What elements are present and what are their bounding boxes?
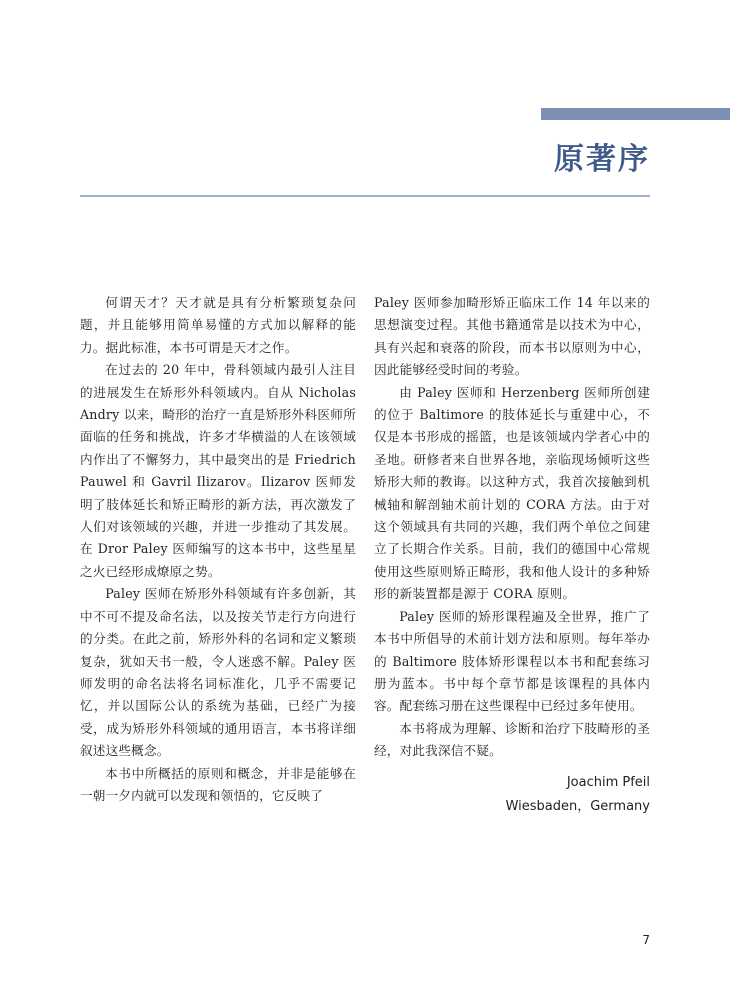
paragraph: 在过去的 20 年中，骨科领域内最引人注目的进展发生在矫形外科领域内。自从 Nicholas Andry 以来，畸形的治疗一直是矫形外科医师所面临的任务和挑战，许多才华横溢的人在该领域内作出了不懈努力，其中最突出的是 Friedrich Pauwel 和 Gavril Ilizarov。Ilizarov 医师发明了肢体延长和矫正畸形的新方法，再次激发了人们对该领域的兴趣，并进一步推动了其发展。在 Dror Paley 医师编写的这本书中，这些星星之火已经形成燎原之势。 (80, 362, 356, 579)
page-number: 7 (642, 933, 650, 947)
right-text-column (374, 292, 650, 763)
paragraph: 本书中所概括的原则和概念，并非是能够在一朝一夕内就可以发现和领悟的，它反映了 (80, 765, 356, 803)
header-accent-bar (541, 108, 730, 120)
paragraph: 何谓天才？天才就是具有分析繁琐复杂问题，并且能够用简单易懂的方式加以解释的能力。据此标准，本书可谓是天才之作。 (80, 295, 356, 355)
paragraph: 由 Paley 医师和 Herzenberg 医师所创建的位于 Baltimore 的肢体延长与重建中心，不仅是本书形成的摇篮，也是该领域内学者心中的圣地。研修者来自世界各地，亲临现场倾听这些矫形大师的教诲。以这种方式，我首次接触到机械轴和解剖轴术前计划的 CORA 方法。由于对这个领域具有共同的兴趣，我们两个单位之间建立了长期合作关系。目前，我们的德国中心常规使用这些原则矫正畸形，我和他人设计的多种矫形的新装置都是源于 CORA 原则。 (374, 384, 650, 602)
paragraph: Paley 医师在矫形外科领域有许多创新，其中不可不提及命名法，以及按关节走行方向进行的分类。在此之前，矫形外科的名词和定义繁琐复杂，犹如天书一般，令人迷惑不解。Paley 医师发明的命名法将名词标准化，几乎不需要记忆，并以国际公认的系统为基础，已经广为接受，成为矫形外科领域的通用语言，本书将详细叙述这些概念。 (80, 586, 356, 759)
paragraph: 本书将成为理解、诊断和治疗下肢畸形的圣经，对此我深信不疑。 (374, 720, 650, 759)
paragraph: Paley 医师参加畸形矫正临床工作 14 年以来的思想演变过程。其他书籍通常是以技术为中心，具有兴起和衰落的阶段，而本书以原则为中心，因此能够经受时间的考验。 (374, 295, 650, 378)
paragraph: Paley 医师的矫形课程遍及全世界，推广了本书中所倡导的术前计划方法和原则。每年举办的 Baltimore 肢体矫形课程以本书和配套练习册为蓝本。书中每个章节都是该课程的具体内容。配套练习册在这些课程中已经过多年使用。 (374, 608, 650, 714)
author-signature (506, 771, 650, 819)
title-divider (80, 195, 650, 197)
author-location: Wiesbaden，Germany (505, 799, 650, 814)
author-name: Joachim Pfeil (566, 775, 650, 790)
left-text-column (80, 292, 356, 807)
page-title: 原著序 (554, 142, 650, 177)
